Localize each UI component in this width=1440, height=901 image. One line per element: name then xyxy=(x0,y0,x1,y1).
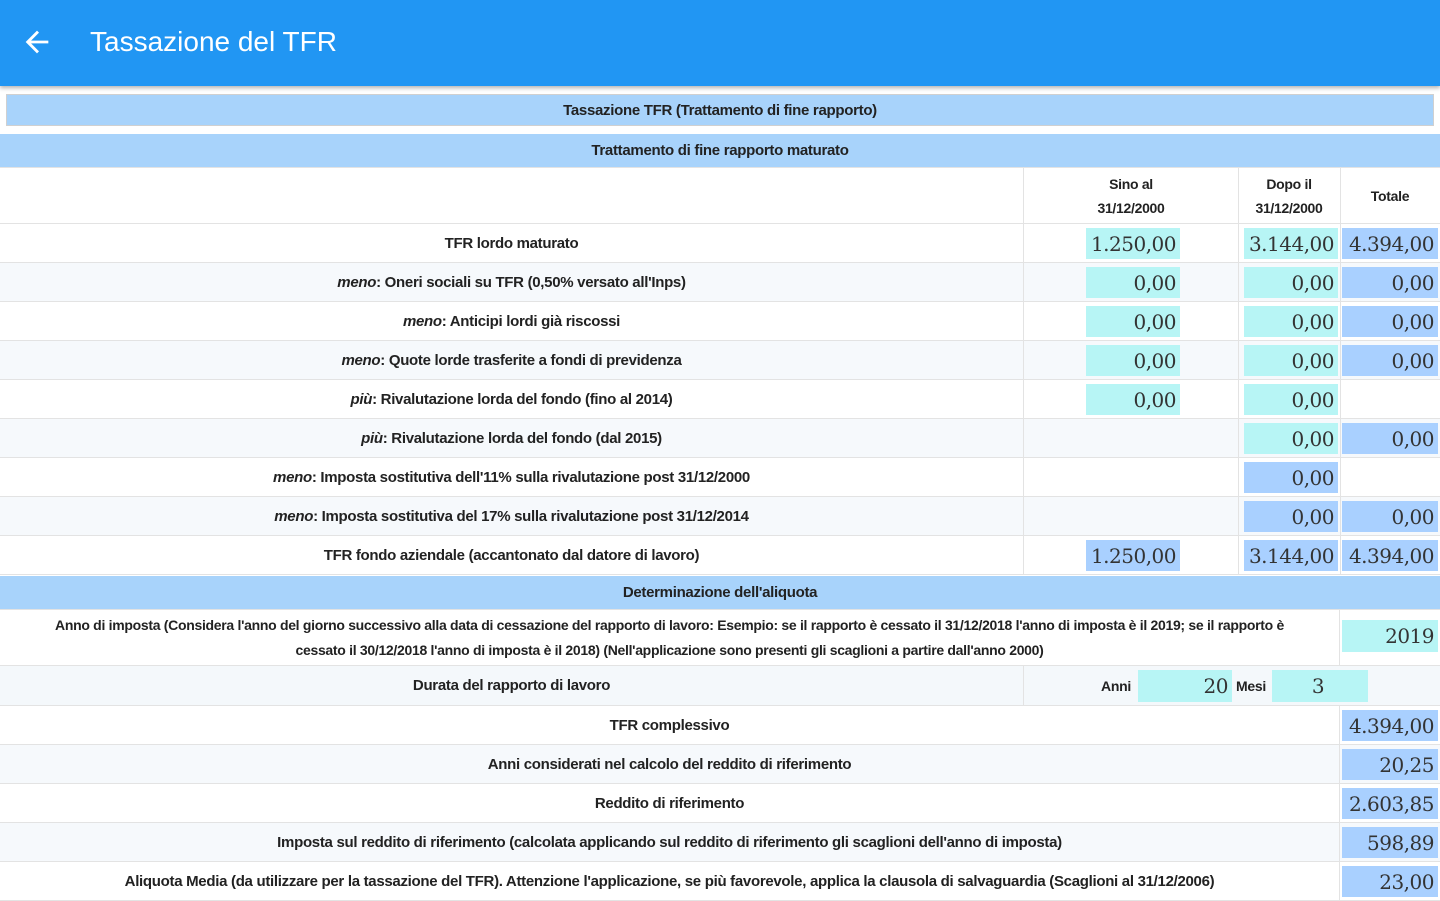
row-anticipi-lordi xyxy=(0,302,1440,341)
row-value: 598,89 xyxy=(1342,827,1438,858)
row-value: 23,00 xyxy=(1342,866,1438,897)
value-totale: 0,00 xyxy=(1342,306,1438,337)
value-sino[interactable]: 1.250,00 xyxy=(1086,228,1180,259)
section2-title: Determinazione dell'aliquota xyxy=(0,576,1440,609)
section2-title-row xyxy=(0,576,1440,610)
value-dopo[interactable]: 0,00 xyxy=(1244,267,1338,298)
value-totale: 0,00 xyxy=(1342,345,1438,376)
row-rivalutazione-2015 xyxy=(0,419,1440,458)
anno-imposta-input[interactable]: 2019 xyxy=(1342,620,1438,652)
value-dopo[interactable]: 0,00 xyxy=(1244,384,1338,415)
mesi-label: Mesi xyxy=(1236,677,1266,694)
anno-imposta-label xyxy=(0,610,1340,665)
row-label xyxy=(0,263,1024,301)
header-sino xyxy=(1024,168,1238,223)
row-tfr-fondo-aziendale xyxy=(0,536,1440,575)
row-label-text: : Quote lorde trasferite a fondi di previdenza xyxy=(380,351,682,369)
row-label xyxy=(0,536,1024,574)
row-aliquota-media xyxy=(0,862,1440,901)
row-quote-lorde xyxy=(0,341,1440,380)
value-sino[interactable]: 0,00 xyxy=(1086,306,1180,337)
value-sino[interactable]: 0,00 xyxy=(1086,345,1180,376)
row-value: 20,25 xyxy=(1342,749,1438,780)
value-totale: 4.394,00 xyxy=(1342,228,1438,259)
row-value: 4.394,00 xyxy=(1342,710,1438,741)
section1-title: Trattamento di fine rapporto maturato xyxy=(0,134,1440,167)
row-reddito-riferimento xyxy=(0,784,1440,823)
header-totale: Totale xyxy=(1370,187,1410,204)
row-prefix: meno xyxy=(337,273,377,291)
value-totale: 0,00 xyxy=(1342,501,1438,532)
value-totale: 0,00 xyxy=(1342,267,1438,298)
row-label-text: : Rivalutazione lorda del fondo (dal 2015) xyxy=(382,429,662,447)
row-rivalutazione-2014 xyxy=(0,380,1440,419)
row-prefix: meno xyxy=(341,351,381,369)
header-sino-line2: 31/12/2000 xyxy=(1097,199,1165,216)
anno-imposta-line1: Anno di imposta (Considera l'anno del giorno successivo alla data di cessazione del rapporto di lavoro: Esempio: se il rapporto è cessato il 31/12/2018 l'anno di imposta è il 2019; se il rapporto è xyxy=(55,616,1284,633)
row-label-text: : Oneri sociali su TFR (0,50% versato all'Inps) xyxy=(376,273,686,291)
anni-input[interactable]: 20 xyxy=(1138,670,1232,702)
value-dopo[interactable]: 0,00 xyxy=(1244,306,1338,337)
value-totale: 0,00 xyxy=(1342,423,1438,454)
column-header-row xyxy=(0,168,1440,224)
value-sino[interactable]: 0,00 xyxy=(1086,267,1180,298)
row-oneri-sociali xyxy=(0,263,1440,302)
header-dopo xyxy=(1238,168,1340,223)
value-dopo[interactable]: 0,00 xyxy=(1244,345,1338,376)
row-label: TFR complessivo xyxy=(0,706,1340,744)
row-prefix: meno xyxy=(273,468,312,486)
section1-title-row xyxy=(0,134,1440,168)
value-sino: 1.250,00 xyxy=(1086,540,1180,571)
arrow-left-icon[interactable] xyxy=(20,25,54,59)
row-label xyxy=(0,458,1024,496)
row-imposta-17 xyxy=(0,497,1440,536)
row-tfr-complessivo xyxy=(0,706,1440,745)
row-imposta-11 xyxy=(0,458,1440,497)
value-dopo[interactable]: 3.144,00 xyxy=(1244,228,1338,259)
row-label xyxy=(0,380,1024,418)
page-title: Tassazione del TFR xyxy=(90,26,337,57)
value-totale: 4.394,00 xyxy=(1342,540,1438,571)
row-label xyxy=(0,341,1024,379)
row-label xyxy=(0,302,1024,340)
row-imposta-reddito xyxy=(0,823,1440,862)
row-anni-considerati xyxy=(0,745,1440,784)
value-dopo: 0,00 xyxy=(1244,462,1338,493)
value-dopo[interactable]: 0,00 xyxy=(1244,423,1338,454)
durata-label: Durata del rapporto di lavoro xyxy=(0,666,1024,705)
header-dopo-line2: 31/12/2000 xyxy=(1255,199,1323,216)
row-prefix: più xyxy=(361,429,383,447)
header-sino-line1: Sino al xyxy=(1109,175,1153,192)
row-label-text: : Imposta sostitutiva del 17% sulla rivalutazione post 31/12/2014 xyxy=(313,507,749,525)
row-label: Anni considerati nel calcolo del reddito di riferimento xyxy=(0,745,1340,783)
row-label xyxy=(0,419,1024,457)
value-sino[interactable]: 0,00 xyxy=(1086,384,1180,415)
header-dopo-line1: Dopo il xyxy=(1266,175,1312,192)
mesi-input[interactable]: 3 xyxy=(1272,670,1368,702)
anno-imposta-row xyxy=(0,610,1440,666)
app-bar xyxy=(0,0,1440,86)
row-label: Aliquota Media (da utilizzare per la tassazione del TFR). Attenzione l'applicazione, se più favorevole, applica la clausola di salvaguardia (Scaglioni al 31/12/2006) xyxy=(0,862,1340,900)
row-prefix: meno xyxy=(274,507,314,525)
row-label-text: : Rivalutazione lorda del fondo (fino al 2014) xyxy=(372,390,673,408)
tfr-table xyxy=(0,90,1440,900)
header-empty xyxy=(0,168,1024,223)
row-prefix: più xyxy=(350,390,373,408)
row-label xyxy=(0,497,1024,535)
main-title-row xyxy=(0,90,1440,130)
row-label-text: TFR lordo maturato xyxy=(444,234,579,252)
durata-row xyxy=(0,666,1440,706)
row-prefix: meno xyxy=(402,312,442,330)
row-label-text: TFR fondo aziendale (accantonato dal datore di lavoro) xyxy=(323,546,700,564)
row-label xyxy=(0,224,1024,262)
row-tfr-lordo xyxy=(0,224,1440,263)
main-title: Tassazione TFR (Trattamento di fine rapporto) xyxy=(6,94,1434,126)
row-label-text: : Anticipi lordi già riscossi xyxy=(441,312,621,330)
row-label: Reddito di riferimento xyxy=(0,784,1340,822)
anno-imposta-line2: cessato il 30/12/2018 l'anno di imposta è il 2018) (Nell'applicazione sono presenti gli scaglioni a partire dall'anno 2000) xyxy=(295,641,1044,658)
row-value: 2.603,85 xyxy=(1342,788,1438,819)
row-label-text: : Imposta sostitutiva dell'11% sulla rivalutazione post 31/12/2000 xyxy=(311,468,750,486)
value-dopo: 3.144,00 xyxy=(1244,540,1338,571)
value-dopo: 0,00 xyxy=(1244,501,1338,532)
anni-label: Anni xyxy=(1101,677,1131,694)
row-label: Imposta sul reddito di riferimento (calcolata applicando sul reddito di riferimento gli scaglioni dell'anno di imposta) xyxy=(0,823,1340,861)
